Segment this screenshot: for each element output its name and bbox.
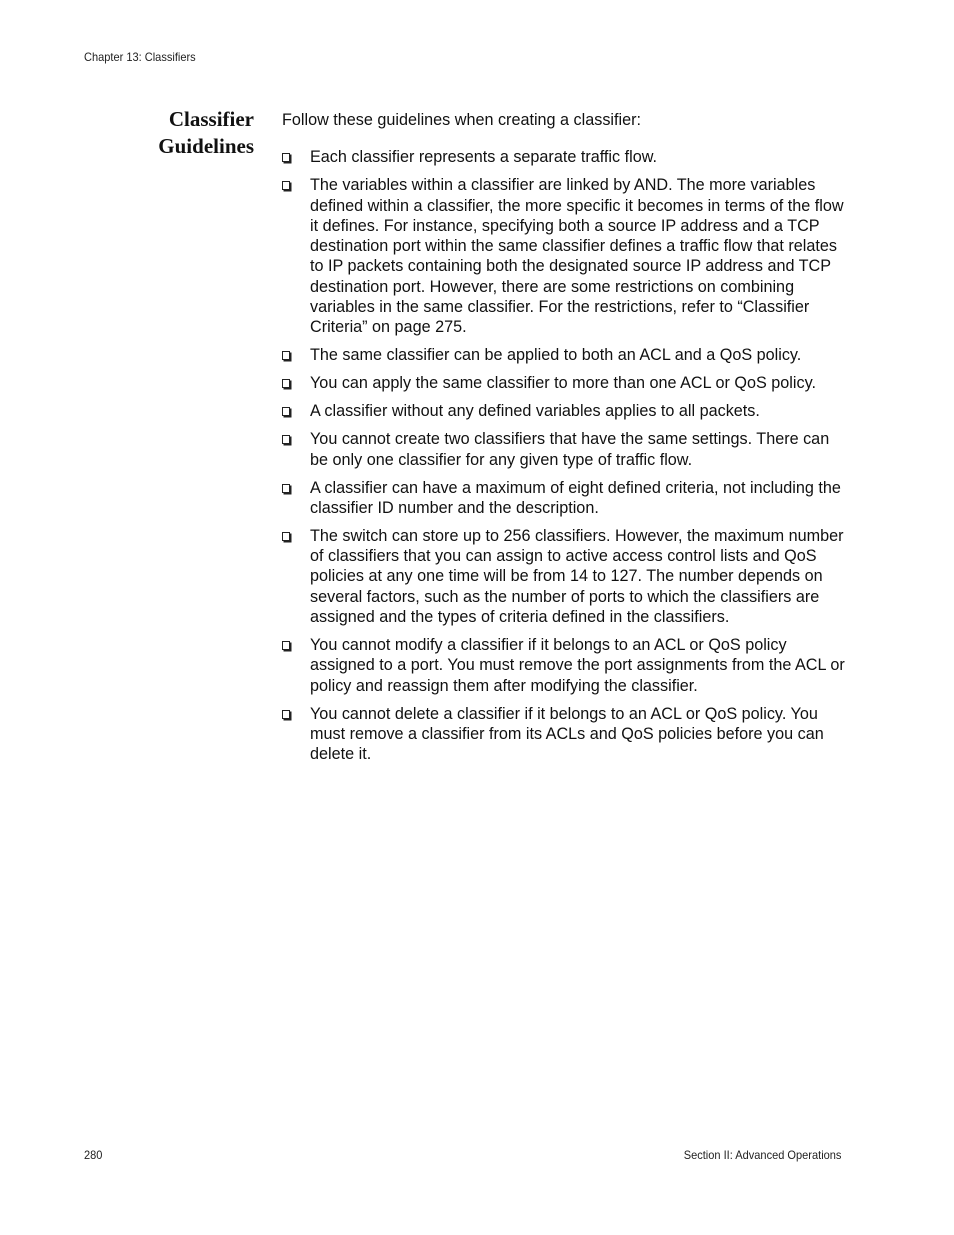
section-heading-line-2: Guidelines [158, 134, 254, 158]
list-item-text: Each classifier represents a separate traffic flow. [310, 148, 657, 167]
section-body [282, 110, 850, 772]
list-item-text: You can apply the same classifier to more than one ACL or QoS policy. [310, 374, 816, 393]
list-item-text: A classifier without any defined variables applies to all packets. [310, 402, 760, 421]
list-item [282, 478, 850, 519]
checkbox-bullet-icon [282, 153, 290, 162]
checkbox-bullet-icon [282, 641, 290, 650]
page-number: 280 [84, 1148, 103, 1162]
list-item [282, 373, 850, 393]
list-item-text: A classifier can have a maximum of eight defined criteria, not including the classifier ID number and the description. [310, 478, 841, 517]
section-heading [120, 106, 254, 160]
checkbox-bullet-icon [282, 181, 290, 190]
checkbox-bullet-icon [282, 532, 290, 541]
list-item [282, 704, 850, 765]
list-item-text: The switch can store up to 256 classifiers. However, the maximum number of classifiers that you can assign to active access control lists and QoS policies at any one time will be from 14 to 127. The number depends on several factors, such as the number of ports to which the classifiers are assigned and the types of criteria defined in the classifiers. [310, 526, 844, 627]
section-heading-line-1: Classifier [168, 107, 254, 131]
list-item [282, 429, 850, 470]
list-item [282, 147, 850, 167]
running-footer-section: Section II: Advanced Operations [683, 1148, 841, 1162]
running-header: Chapter 13: Classifiers [84, 50, 196, 64]
checkbox-bullet-icon [282, 407, 290, 416]
checkbox-bullet-icon [282, 379, 290, 388]
checkbox-bullet-icon [282, 484, 290, 493]
list-item [282, 175, 850, 337]
intro-paragraph: Follow these guidelines when creating a classifier: [282, 111, 642, 129]
guidelines-list [282, 147, 850, 764]
list-item-text: You cannot delete a classifier if it belongs to an ACL or QoS policy. You must remove a classifier from its ACLs and QoS policies before you can delete it. [310, 704, 824, 764]
checkbox-bullet-icon [282, 351, 290, 360]
list-item-text: You cannot create two classifiers that have the same settings. There can be only one classifier for any given type of traffic flow. [310, 430, 830, 469]
list-item-text: The same classifier can be applied to both an ACL and a QoS policy. [310, 346, 802, 365]
list-item [282, 401, 850, 421]
list-item [282, 526, 850, 627]
list-item-text: The variables within a classifier are linked by AND. The more variables defined within a classifier, the more specific it becomes in terms of the flow it defines. For instance, specifying both a source IP address and a TCP destination port within the same classifier defines a traffic flow that relates to IP packets containing both the designated source IP address and TCP destination port. However, there are some restrictions on combining variables in the same classifier. For the restrictions, refer to “Classifier Criteria” on page 275. [310, 176, 844, 337]
list-item [282, 635, 850, 696]
list-item [282, 345, 850, 365]
list-item-text: You cannot modify a classifier if it belongs to an ACL or QoS policy assigned to a port. You must remove the port assignments from the ACL or policy and reassign them after modifying the classifier. [310, 636, 845, 695]
checkbox-bullet-icon [282, 435, 290, 444]
checkbox-bullet-icon [282, 710, 290, 719]
